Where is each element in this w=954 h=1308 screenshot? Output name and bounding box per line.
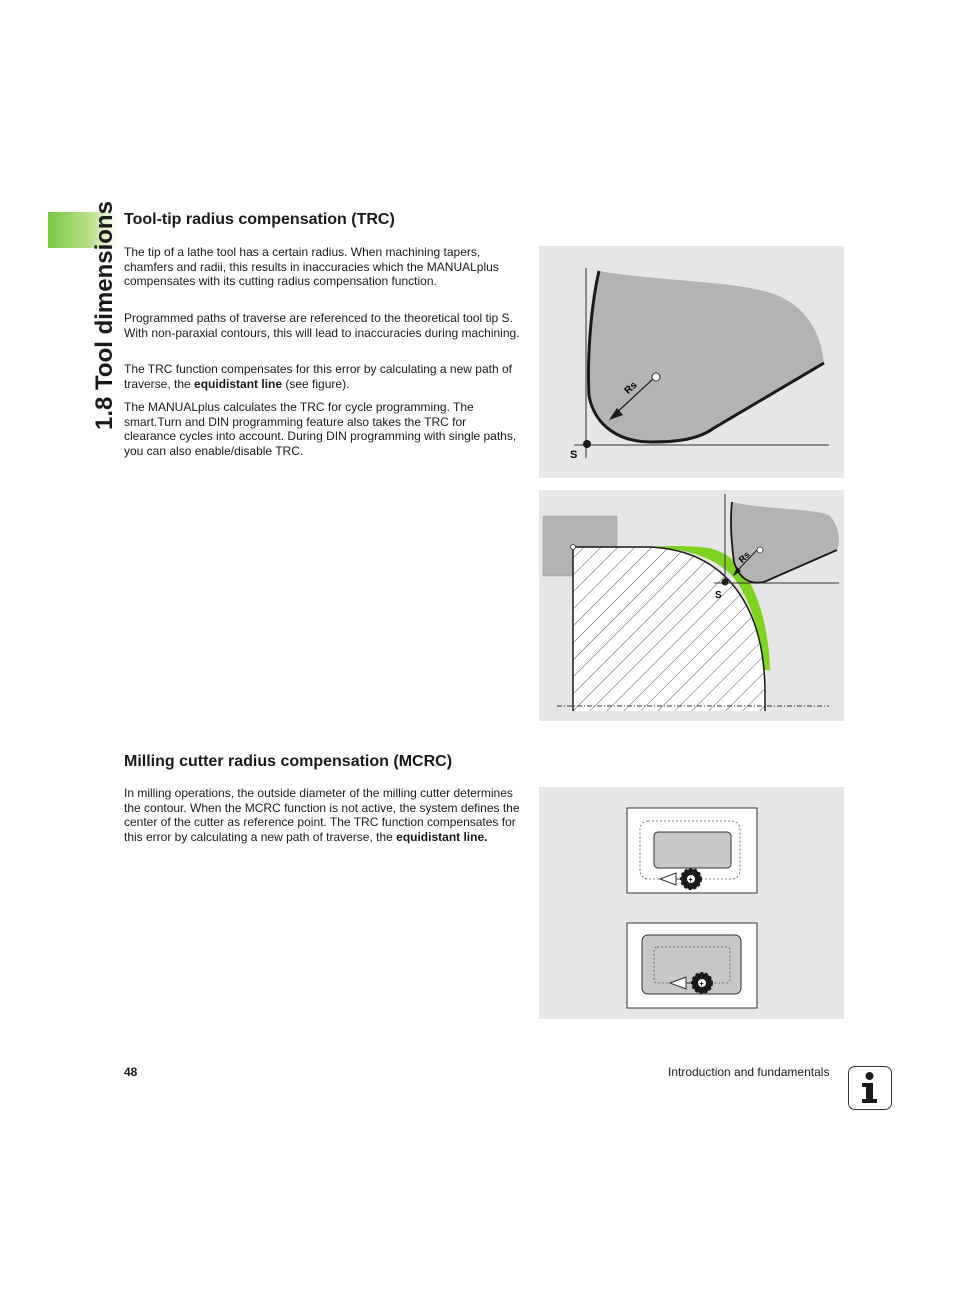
equidistant-line-term: equidistant line — [194, 376, 283, 391]
chapter-title-vertical: 1.8 Tool dimensions — [91, 201, 118, 430]
equidistant-line-term-mcrc: equidistant line. — [396, 829, 488, 844]
trc-paragraph-3: The TRC function compensates for this error by calculating a new path of traverse, the equidistant line (see figure). — [124, 362, 512, 391]
fig2-s-label: S — [715, 590, 722, 601]
info-icon — [848, 1066, 892, 1110]
fig1-s-label: S — [570, 449, 578, 461]
svg-text:+: + — [699, 981, 704, 988]
mcrc-paragraph-1: In milling operations, the outside diameter of the milling cutter determines the contour. When the MCRC function is not active, the system defines the center of the cutter as reference point. The TRC function compensates for this error by calculating a new path of traverse, the equidistant line. — [124, 786, 520, 844]
mcrc-heading: Milling cutter radius compensation (MCRC) — [124, 753, 453, 770]
trc-paragraph-4: The MANUALplus calculates the TRC for cycle programming. The smart.Turn and DIN programming feature also takes the TRC for clearance cycles into account. During DIN programming with single paths, you can also enable/disable TRC. — [124, 400, 517, 458]
figure-tool-tip-radius — [539, 246, 844, 478]
trc-paragraph-2: Programmed paths of traverse are referenced to the theoretical tool tip S. With non-paraxial contours, this will lead to inaccuracies during machining. — [124, 311, 520, 340]
footer-section-title: Introduction and fundamentals — [668, 1065, 830, 1079]
trc-heading: Tool-tip radius compensation (TRC) — [124, 211, 395, 228]
fig2-rs-label: Rs — [736, 549, 752, 565]
figure-milling-cutter-compensation — [539, 787, 844, 1019]
trc-paragraph-1: The tip of a lathe tool has a certain radius. When machining tapers, chamfers and radii, this results in inaccuracies which the MANUALplus compensates with its cutting radius compensation function. — [124, 245, 499, 288]
page-number: 48 — [124, 1065, 138, 1079]
fig1-rs-label: Rs — [622, 379, 640, 397]
figure-equidistant-line — [539, 490, 844, 721]
svg-text:+: + — [688, 877, 693, 884]
